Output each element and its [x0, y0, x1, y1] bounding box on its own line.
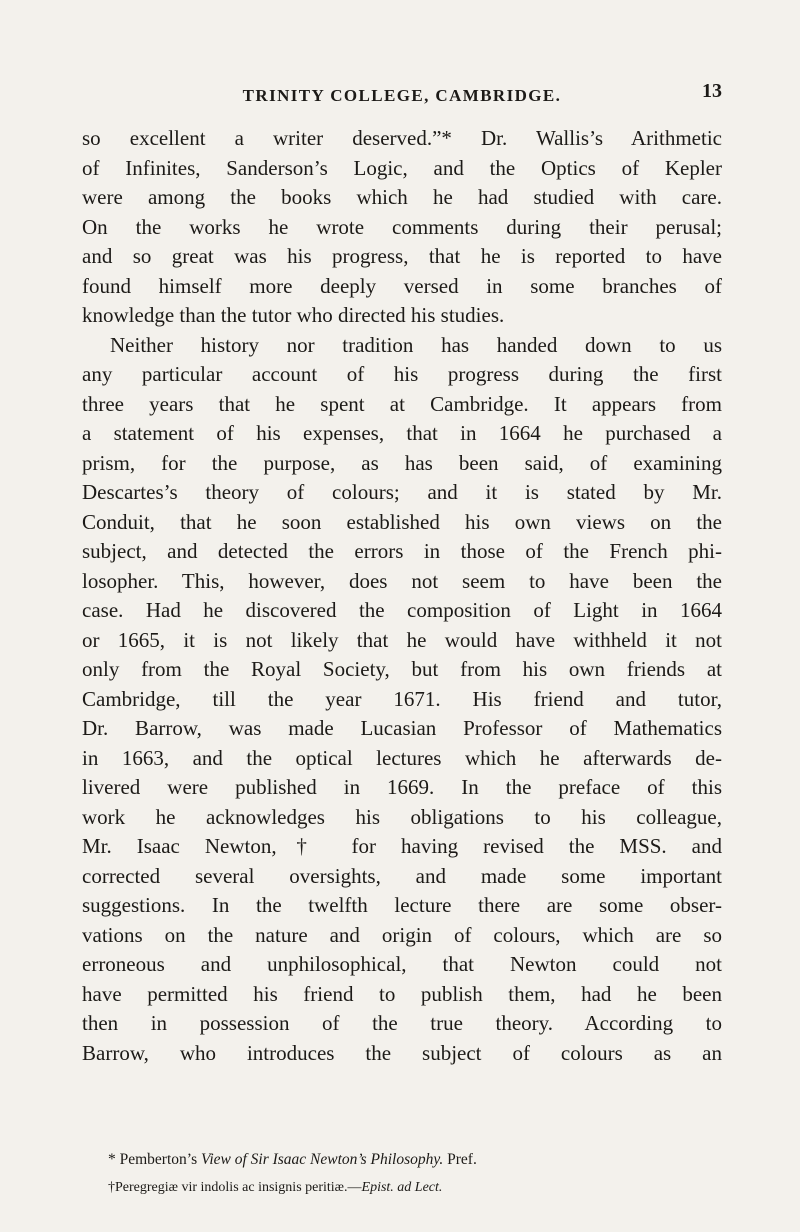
running-head [82, 80, 722, 116]
text-line: found himself more deeply versed in some branches of [82, 273, 722, 298]
text-line: Dr. Barrow, was made Lucasian Professor of Mathematics [82, 716, 722, 740]
text-line: corrected several oversights, and made some important [82, 863, 722, 888]
text-line: have permitted his friend to publish them, had he been [82, 981, 722, 1006]
text-line: Cambridge, till the year 1671. His friend and tutor, [82, 686, 722, 711]
footnote-pemberton [82, 1146, 722, 1174]
text-line: work he acknowledges his obligations to his colleague, [82, 804, 722, 829]
footnote-title: View of Sir Isaac Newton’s Philosophy. [201, 1151, 444, 1168]
text-line: Neither history nor tradition has handed down to us [110, 332, 722, 357]
text-line: On the works he wrote comments during their perusal; [82, 214, 722, 239]
text-line: suggestions. In the twelfth lecture there are some obser- [82, 893, 722, 917]
footnote-author: Pemberton’s [119, 1151, 198, 1168]
footnote-marker: † [108, 1180, 115, 1195]
text-line: subject, and detected the errors in those of the French phi- [82, 539, 722, 563]
text-line: prism, for the purpose, as has been said, of examining [82, 450, 722, 475]
footnote-tail: Pref. [447, 1151, 477, 1168]
text-line: and so great was his progress, that he is reported to have [82, 244, 722, 268]
text-line: Barrow, who introduces the subject of colours as an [82, 1040, 722, 1065]
page-number: 13 [702, 80, 722, 102]
text-line: any particular account of his progress during the first [82, 362, 722, 386]
body-text [82, 124, 722, 1068]
footnote-barrow [82, 1174, 722, 1202]
footnotes [82, 1146, 722, 1202]
text-line: only from the Royal Society, but from his own friends at [82, 657, 722, 681]
text-line: or 1665, it is not likely that he would have withheld it not [82, 627, 722, 652]
text-line: so excellent a writer deserved.”* Dr. Wallis’s Arithmetic [82, 126, 722, 150]
running-title: TRINITY COLLEGE, CAMBRIDGE. [242, 86, 562, 105]
text-line: a statement of his expenses, that in 1664 he purchased a [82, 421, 722, 445]
footnote-text: Peregregiæ vir indolis ac insignis peritiæ.— [115, 1180, 362, 1195]
text-line: Mr. Isaac Newton,† for having revised the MSS. and [82, 834, 722, 858]
footnote-source: Epist. ad Lect. [361, 1180, 443, 1195]
text-line: livered were published in 1669. In the preface of this [82, 775, 722, 799]
text-line: erroneous and unphilosophical, that Newton could not [82, 952, 722, 976]
text-line: were among the books which he had studied with care. [82, 185, 722, 209]
text-line: in 1663, and the optical lectures which he afterwards de- [82, 745, 722, 770]
text-line: of Infinites, Sanderson’s Logic, and the Optics of Kepler [82, 155, 722, 180]
text-line: Conduit, that he soon established his own views on the [82, 509, 722, 534]
text-line: three years that he spent at Cambridge. It appears from [82, 391, 722, 416]
footnote-marker: * [108, 1151, 116, 1168]
text-line: Descartes’s theory of colours; and it is stated by Mr. [82, 480, 722, 504]
text-line: then in possession of the true theory. According to [82, 1011, 722, 1035]
text-line: knowledge than the tutor who directed his studies. [82, 303, 505, 327]
text-line: losopher. This, however, does not seem to have been the [82, 568, 722, 593]
text-line: case. Had he discovered the composition of Light in 1664 [82, 598, 722, 622]
text-line: vations on the nature and origin of colours, which are so [82, 922, 722, 947]
